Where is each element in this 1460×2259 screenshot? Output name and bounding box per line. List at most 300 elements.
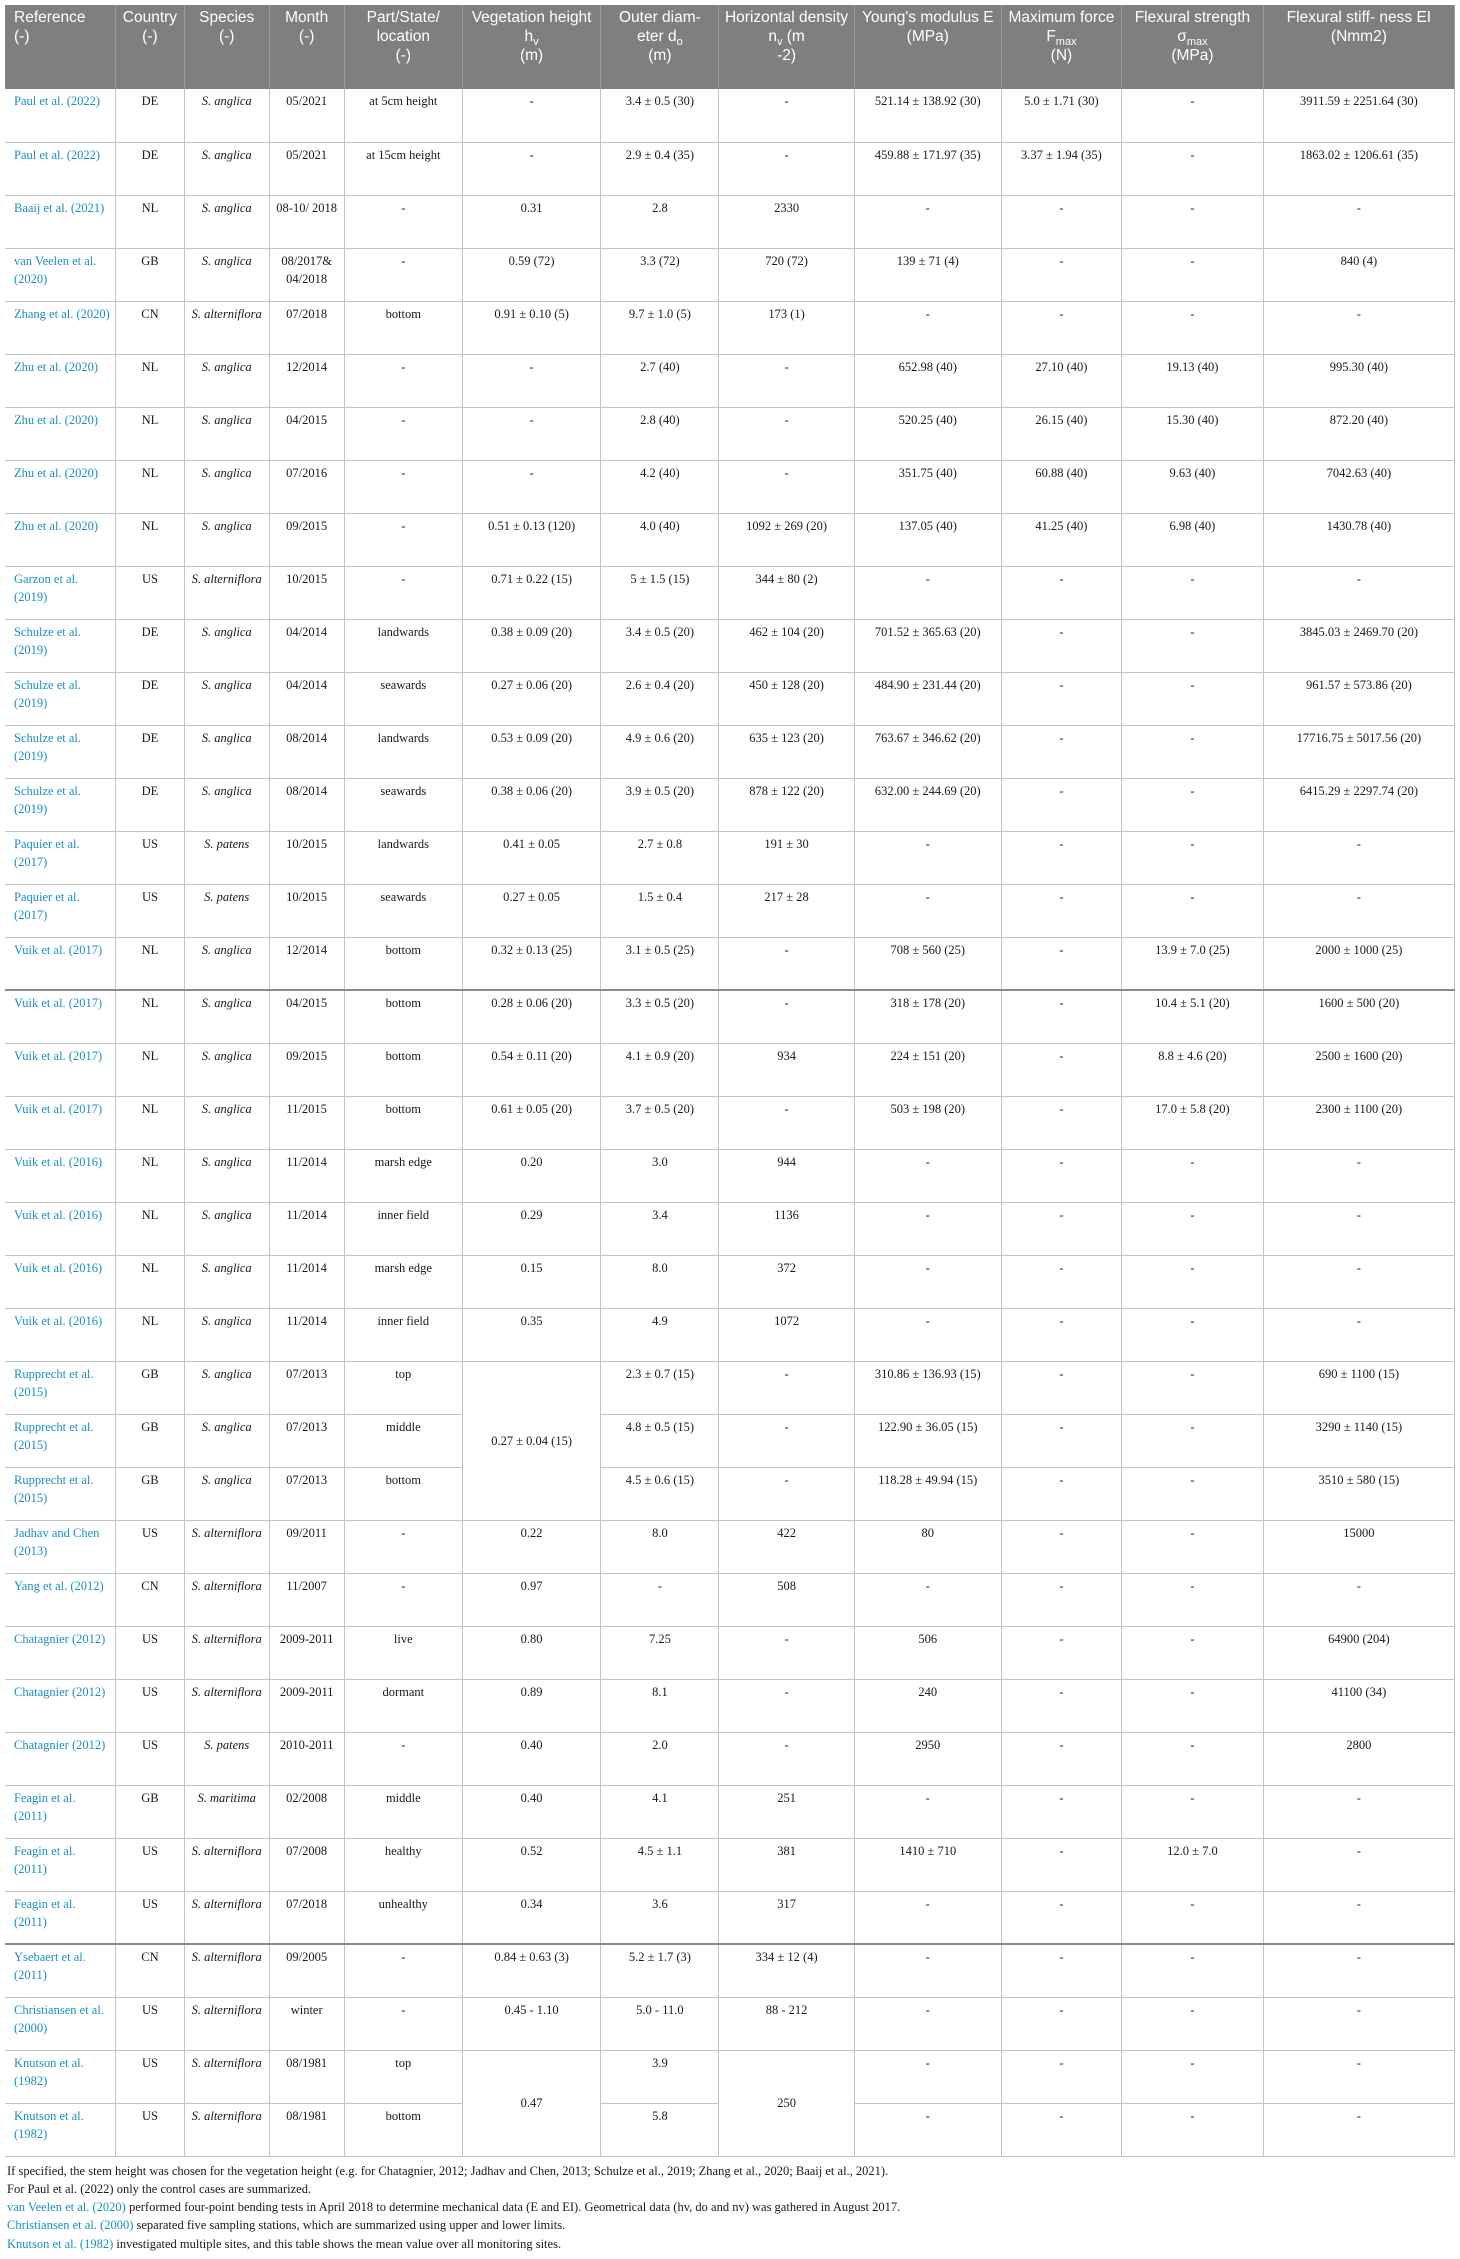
table-cell: - xyxy=(854,301,1001,354)
table-cell: - xyxy=(1001,301,1121,354)
table-cell: DE xyxy=(116,619,185,672)
table-cell: S. alterniflora xyxy=(184,2050,269,2103)
table-cell: NL xyxy=(116,513,185,566)
table-cell: 09/2015 xyxy=(269,1043,344,1096)
table-cell: 2009-2011 xyxy=(269,1626,344,1679)
reference-link[interactable]: Vuik et al. (2017) xyxy=(5,1043,116,1096)
table-cell: - xyxy=(854,1573,1001,1626)
table-cell: 60.88 (40) xyxy=(1001,460,1121,513)
column-header-label: Reference xyxy=(14,9,86,26)
table-cell: 5.0 - 11.0 xyxy=(601,1997,719,2050)
column-header-unit: (N) xyxy=(1050,47,1073,64)
table-cell: - xyxy=(1263,831,1454,884)
table-cell: US xyxy=(116,566,185,619)
table-cell: 2800 xyxy=(1263,1732,1454,1785)
table-cell: S. anglica xyxy=(184,1414,269,1467)
table-cell: 934 xyxy=(719,1043,854,1096)
table-cell: 41.25 (40) xyxy=(1001,513,1121,566)
table-cell: 1410 ± 710 xyxy=(854,1838,1001,1891)
footnote-reference-link[interactable]: van Veelen et al. (2020) xyxy=(7,2200,126,2215)
reference-link[interactable]: Schulze et al. (2019) xyxy=(5,778,116,831)
table-cell: - xyxy=(1001,1414,1121,1467)
table-cell: 4.9 xyxy=(601,1308,719,1361)
table-row xyxy=(5,831,1455,884)
table-cell: - xyxy=(1263,1997,1454,2050)
table-cell: 07/2013 xyxy=(269,1361,344,1414)
reference-link[interactable]: Zhu et al. (2020) xyxy=(5,407,116,460)
table-cell: 17.0 ± 5.8 (20) xyxy=(1122,1096,1264,1149)
table-cell: - xyxy=(1122,778,1264,831)
table-cell: 1072 xyxy=(719,1308,854,1361)
column-header-subscript: max xyxy=(1055,36,1077,49)
table-cell: 11/2015 xyxy=(269,1096,344,1149)
column-header-unit: -2) xyxy=(777,47,797,64)
table-cell: 2.7 ± 0.8 xyxy=(601,831,719,884)
table-cell: - xyxy=(854,2103,1001,2156)
table-cell: US xyxy=(116,1891,185,1944)
reference-link[interactable]: Jadhav and Chen (2013) xyxy=(5,1520,116,1573)
reference-link[interactable]: Chatagnier (2012) xyxy=(5,1679,116,1732)
table-row xyxy=(5,1732,1455,1785)
table-cell: - xyxy=(1263,566,1454,619)
table-cell: GB xyxy=(116,1361,185,1414)
table-cell: 5.0 ± 1.71 (30) xyxy=(1001,89,1121,142)
table-cell: 4.5 ± 1.1 xyxy=(601,1838,719,1891)
reference-link[interactable]: Vuik et al. (2016) xyxy=(5,1255,116,1308)
reference-link[interactable]: Feagin et al. (2011) xyxy=(5,1838,116,1891)
table-cell: 10/2015 xyxy=(269,831,344,884)
column-header-unit: (-) xyxy=(218,28,235,45)
footnote-text: performed four-point bending tests in April 2018 to determine mechanical data (E and EI). Geometrical data (hv, do and nv) was gathered in August 2017. xyxy=(125,2200,901,2215)
reference-link[interactable]: Vuik et al. (2016) xyxy=(5,1308,116,1361)
table-cell: - xyxy=(344,248,462,301)
table-cell: - xyxy=(719,1361,854,1414)
table-cell: GB xyxy=(116,1785,185,1838)
table-cell: - xyxy=(854,884,1001,937)
column-header xyxy=(1122,5,1264,89)
table-cell: 4.2 (40) xyxy=(601,460,719,513)
table-cell: at 5cm height xyxy=(344,89,462,142)
table-cell: - xyxy=(854,1785,1001,1838)
table-cell: 217 ± 28 xyxy=(719,884,854,937)
table-cell: 4.1 xyxy=(601,1785,719,1838)
table-cell: - xyxy=(1001,672,1121,725)
table-cell: 0.51 ± 0.13 (120) xyxy=(462,513,601,566)
table-cell: 0.80 xyxy=(462,1626,601,1679)
column-header-unit: (MPa) xyxy=(906,28,949,45)
table-cell: 3510 ± 580 (15) xyxy=(1263,1467,1454,1520)
table-cell: 318 ± 178 (20) xyxy=(854,990,1001,1043)
table-cell: - xyxy=(1001,1573,1121,1626)
column-header-subscript: max xyxy=(1186,36,1208,49)
column-header-unit: (-) xyxy=(298,28,315,45)
table-cell: 41100 (34) xyxy=(1263,1679,1454,1732)
table-cell: S. alterniflora xyxy=(184,2103,269,2156)
table-cell: 09/2015 xyxy=(269,513,344,566)
table-cell: - xyxy=(1263,2103,1454,2156)
table-cell: 19.13 (40) xyxy=(1122,354,1264,407)
table-row xyxy=(5,1891,1455,1944)
table-cell: 3.3 ± 0.5 (20) xyxy=(601,990,719,1043)
table-cell: 118.28 ± 49.94 (15) xyxy=(854,1467,1001,1520)
table-cell: - xyxy=(854,566,1001,619)
table-cell: S. anglica xyxy=(184,990,269,1043)
table-row xyxy=(5,619,1455,672)
table-cell: 0.47 xyxy=(462,2050,601,2156)
reference-link[interactable]: Paul et al. (2022) xyxy=(5,142,116,195)
table-cell: 3.4 xyxy=(601,1202,719,1255)
table-cell: 08/1981 xyxy=(269,2050,344,2103)
table-cell: - xyxy=(1001,2103,1121,2156)
reference-link[interactable]: Paul et al. (2022) xyxy=(5,89,116,142)
reference-link[interactable]: Feagin et al. (2011) xyxy=(5,1785,116,1838)
table-cell: 632.00 ± 244.69 (20) xyxy=(854,778,1001,831)
table-cell: 521.14 ± 138.92 (30) xyxy=(854,89,1001,142)
reference-link[interactable]: Chatagnier (2012) xyxy=(5,1732,116,1785)
table-cell: 944 xyxy=(719,1149,854,1202)
table-cell: - xyxy=(1263,884,1454,937)
table-row xyxy=(5,1096,1455,1149)
header-row xyxy=(5,5,1455,89)
table-cell: 05/2021 xyxy=(269,89,344,142)
table-cell: 11/2014 xyxy=(269,1149,344,1202)
table-cell: 652.98 (40) xyxy=(854,354,1001,407)
table-cell: DE xyxy=(116,89,185,142)
table-cell: - xyxy=(344,1520,462,1573)
table-cell: bottom xyxy=(344,937,462,990)
table-cell: bottom xyxy=(344,1096,462,1149)
table-cell: DE xyxy=(116,142,185,195)
table-cell: - xyxy=(1001,1361,1121,1414)
table-cell: 2.0 xyxy=(601,1732,719,1785)
table-cell: landwards xyxy=(344,619,462,672)
table-cell: top xyxy=(344,1361,462,1414)
column-header-unit-prefix: (m xyxy=(782,28,805,45)
table-cell: 12.0 ± 7.0 xyxy=(1122,1838,1264,1891)
table-cell: S. alterniflora xyxy=(184,1573,269,1626)
table-cell: 12/2014 xyxy=(269,937,344,990)
reference-link[interactable]: Rupprecht et al. (2015) xyxy=(5,1467,116,1520)
reference-link[interactable]: Vuik et al. (2017) xyxy=(5,1096,116,1149)
reference-link[interactable]: Zhu et al. (2020) xyxy=(5,460,116,513)
table-cell: 344 ± 80 (2) xyxy=(719,566,854,619)
table-cell: US xyxy=(116,1838,185,1891)
column-header-label: Horizontal density n xyxy=(724,9,849,45)
table-cell: GB xyxy=(116,1414,185,1467)
table-row xyxy=(5,142,1455,195)
table-cell: - xyxy=(462,142,601,195)
table-cell: S. anglica xyxy=(184,460,269,513)
reference-link[interactable]: Christiansen et al. (2000) xyxy=(5,1997,116,2050)
table-cell: - xyxy=(1001,1043,1121,1096)
table-cell: 310.86 ± 136.93 (15) xyxy=(854,1361,1001,1414)
table-cell: 2009-2011 xyxy=(269,1679,344,1732)
table-cell: 0.29 xyxy=(462,1202,601,1255)
table-cell: - xyxy=(1122,1944,1264,1997)
table-cell: 0.27 ± 0.04 (15) xyxy=(462,1361,601,1520)
table-cell: 04/2014 xyxy=(269,619,344,672)
column-header-label: Maximum force F xyxy=(1008,9,1115,45)
footnote-reference-link[interactable]: Christiansen et al. (2000) xyxy=(7,2218,134,2233)
table-cell: 8.1 xyxy=(601,1679,719,1732)
table-cell: 2.8 (40) xyxy=(601,407,719,460)
column-header-label: Young's modulus E xyxy=(861,9,994,26)
table-cell: 11/2014 xyxy=(269,1255,344,1308)
table-cell: 3.6 xyxy=(601,1891,719,1944)
table-cell: 11/2014 xyxy=(269,1202,344,1255)
table-cell: - xyxy=(1001,1785,1121,1838)
reference-link[interactable]: Zhu et al. (2020) xyxy=(5,354,116,407)
table-cell: S. anglica xyxy=(184,354,269,407)
table-cell: 137.05 (40) xyxy=(854,513,1001,566)
table-cell: 317 xyxy=(719,1891,854,1944)
table-cell: NL xyxy=(116,937,185,990)
reference-link[interactable]: Zhu et al. (2020) xyxy=(5,513,116,566)
table-cell: 2.3 ± 0.7 (15) xyxy=(601,1361,719,1414)
reference-link[interactable]: Zhang et al. (2020) xyxy=(5,301,116,354)
table-cell: 122.90 ± 36.05 (15) xyxy=(854,1414,1001,1467)
table-cell: landwards xyxy=(344,831,462,884)
column-header xyxy=(5,5,116,89)
footnote-text: investigated multiple sites, and this table shows the mean value over all monitoring sites. xyxy=(113,2236,562,2251)
table-cell: 8.8 ± 4.6 (20) xyxy=(1122,1043,1264,1096)
reference-link[interactable]: Yang et al. (2012) xyxy=(5,1573,116,1626)
table-cell: - xyxy=(1001,937,1121,990)
table-cell: - xyxy=(344,566,462,619)
column-header xyxy=(601,5,719,89)
reference-link[interactable]: Chatagnier (2012) xyxy=(5,1626,116,1679)
table-row xyxy=(5,301,1455,354)
table-row xyxy=(5,195,1455,248)
table-cell: NL xyxy=(116,1043,185,1096)
table-footnotes xyxy=(5,2162,1455,2253)
table-cell: - xyxy=(1001,1149,1121,1202)
table-cell: - xyxy=(1122,1679,1264,1732)
reference-link[interactable]: Schulze et al. (2019) xyxy=(5,619,116,672)
table-cell: - xyxy=(719,1626,854,1679)
table-cell: - xyxy=(1122,195,1264,248)
reference-link[interactable]: Vuik et al. (2017) xyxy=(5,990,116,1043)
reference-link[interactable]: Schulze et al. (2019) xyxy=(5,725,116,778)
table-cell: - xyxy=(1122,1520,1264,1573)
table-cell: DE xyxy=(116,778,185,831)
table-cell: 3.4 ± 0.5 (20) xyxy=(601,619,719,672)
table-cell: bottom xyxy=(344,1043,462,1096)
table-cell: - xyxy=(1122,884,1264,937)
table-row xyxy=(5,354,1455,407)
reference-link[interactable]: Paquier et al. (2017) xyxy=(5,831,116,884)
table-cell: 5.8 xyxy=(601,2103,719,2156)
table-cell: - xyxy=(1122,1361,1264,1414)
table-cell: 381 xyxy=(719,1838,854,1891)
reference-link[interactable]: Knutson et al. (1982) xyxy=(5,2103,116,2156)
table-row xyxy=(5,89,1455,142)
table-cell: 8.0 xyxy=(601,1255,719,1308)
column-header-label: Outer diam- eter d xyxy=(618,9,701,45)
column-header-unit: (m) xyxy=(519,47,544,64)
table-cell: - xyxy=(1001,831,1121,884)
table-cell: 10.4 ± 5.1 (20) xyxy=(1122,990,1264,1043)
table-cell: 191 ± 30 xyxy=(719,831,854,884)
reference-link[interactable]: Schulze et al. (2019) xyxy=(5,672,116,725)
table-cell: 0.89 xyxy=(462,1679,601,1732)
column-header xyxy=(854,5,1001,89)
column-header-label: Vegetation height h xyxy=(471,9,592,45)
table-cell: 88 - 212 xyxy=(719,1997,854,2050)
table-row xyxy=(5,937,1455,990)
document xyxy=(5,5,1455,2253)
table-cell: - xyxy=(1122,1414,1264,1467)
table-cell: - xyxy=(1263,1785,1454,1838)
table-cell: - xyxy=(1122,2050,1264,2103)
table-row xyxy=(5,1043,1455,1096)
table-cell: 520.25 (40) xyxy=(854,407,1001,460)
table-cell: 11/2007 xyxy=(269,1573,344,1626)
reference-link[interactable]: Vuik et al. (2016) xyxy=(5,1202,116,1255)
table-cell: NL xyxy=(116,1308,185,1361)
table-cell: S. anglica xyxy=(184,1202,269,1255)
table-cell: 484.90 ± 231.44 (20) xyxy=(854,672,1001,725)
reference-link[interactable]: Feagin et al. (2011) xyxy=(5,1891,116,1944)
table-cell: 6415.29 ± 2297.74 (20) xyxy=(1263,778,1454,831)
table-cell: - xyxy=(854,195,1001,248)
table-cell: 07/2016 xyxy=(269,460,344,513)
table-cell: 15.30 (40) xyxy=(1122,407,1264,460)
table-cell: live xyxy=(344,1626,462,1679)
table-cell: - xyxy=(719,1679,854,1732)
table-cell: - xyxy=(719,1732,854,1785)
table-cell: landwards xyxy=(344,725,462,778)
table-cell: - xyxy=(1263,1944,1454,1997)
table-cell: 2.6 ± 0.4 (20) xyxy=(601,672,719,725)
footnote-reference-link[interactable]: Knutson et al. (1982) xyxy=(7,2236,114,2251)
table-cell: NL xyxy=(116,407,185,460)
table-cell: 0.40 xyxy=(462,1732,601,1785)
table-cell: - xyxy=(854,1944,1001,1997)
table-cell: S. anglica xyxy=(184,1361,269,1414)
reference-link[interactable]: Ysebaert et al. (2011) xyxy=(5,1944,116,1997)
table-cell: - xyxy=(1122,1255,1264,1308)
table-cell: - xyxy=(1001,248,1121,301)
table-cell: 07/2013 xyxy=(269,1414,344,1467)
column-header xyxy=(184,5,269,89)
table-cell: S. alterniflora xyxy=(184,1997,269,2050)
table-cell: 372 xyxy=(719,1255,854,1308)
table-cell: 0.71 ± 0.22 (15) xyxy=(462,566,601,619)
table-row xyxy=(5,1361,1455,1414)
table-cell: - xyxy=(1001,1838,1121,1891)
table-cell: - xyxy=(1122,566,1264,619)
table-cell: 240 xyxy=(854,1679,1001,1732)
table-cell: NL xyxy=(116,990,185,1043)
table-cell: - xyxy=(462,407,601,460)
table-cell: S. anglica xyxy=(184,248,269,301)
table-cell: 08/2014 xyxy=(269,778,344,831)
table-cell: - xyxy=(1122,1997,1264,2050)
table-cell: NL xyxy=(116,1255,185,1308)
reference-link[interactable]: Rupprecht et al. (2015) xyxy=(5,1361,116,1414)
table-cell: - xyxy=(1001,1520,1121,1573)
table-cell: - xyxy=(1122,89,1264,142)
table-cell: - xyxy=(719,937,854,990)
table-cell: 13.9 ± 7.0 (25) xyxy=(1122,937,1264,990)
footnote xyxy=(7,2235,1455,2253)
reference-link[interactable]: Rupprecht et al. (2015) xyxy=(5,1414,116,1467)
table-cell: bottom xyxy=(344,301,462,354)
table-cell: 0.28 ± 0.06 (20) xyxy=(462,990,601,1043)
table-row xyxy=(5,1573,1455,1626)
table-cell: bottom xyxy=(344,990,462,1043)
table-cell: S. anglica xyxy=(184,1043,269,1096)
table-cell: at 15cm height xyxy=(344,142,462,195)
table-cell: 0.27 ± 0.06 (20) xyxy=(462,672,601,725)
column-header xyxy=(1263,5,1454,89)
table-cell: 635 ± 123 (20) xyxy=(719,725,854,778)
table-row xyxy=(5,1149,1455,1202)
table-cell: - xyxy=(1001,2050,1121,2103)
table-cell: - xyxy=(1001,1467,1121,1520)
table-cell: bottom xyxy=(344,2103,462,2156)
table-cell: 508 xyxy=(719,1573,854,1626)
table-cell: 07/2018 xyxy=(269,301,344,354)
table-cell: 5.2 ± 1.7 (3) xyxy=(601,1944,719,1997)
table-cell: 3.9 ± 0.5 (20) xyxy=(601,778,719,831)
table-cell: NL xyxy=(116,354,185,407)
reference-link[interactable]: Vuik et al. (2016) xyxy=(5,1149,116,1202)
table-cell: 0.32 ± 0.13 (25) xyxy=(462,937,601,990)
reference-link[interactable]: Knutson et al. (1982) xyxy=(5,2050,116,2103)
reference-link[interactable]: Baaij et al. (2021) xyxy=(5,195,116,248)
table-cell: S. anglica xyxy=(184,1467,269,1520)
table-cell: 2330 xyxy=(719,195,854,248)
table-row xyxy=(5,884,1455,937)
table-cell: 0.61 ± 0.05 (20) xyxy=(462,1096,601,1149)
table-cell: inner field xyxy=(344,1308,462,1361)
table-cell: 459.88 ± 171.97 (35) xyxy=(854,142,1001,195)
table-cell: S. alterniflora xyxy=(184,1944,269,1997)
table-cell: - xyxy=(1122,301,1264,354)
reference-link[interactable]: Garzon et al. (2019) xyxy=(5,566,116,619)
table-cell: - xyxy=(1001,1255,1121,1308)
table-cell: 11/2014 xyxy=(269,1308,344,1361)
reference-link[interactable]: Vuik et al. (2017) xyxy=(5,937,116,990)
table-cell: - xyxy=(1001,725,1121,778)
table-cell: - xyxy=(1263,1255,1454,1308)
table-cell: dormant xyxy=(344,1679,462,1732)
table-cell: 4.1 ± 0.9 (20) xyxy=(601,1043,719,1096)
table-cell: 3.3 (72) xyxy=(601,248,719,301)
table-cell: 961.57 ± 573.86 (20) xyxy=(1263,672,1454,725)
table-cell: NL xyxy=(116,1096,185,1149)
table-cell: US xyxy=(116,2050,185,2103)
table-cell: 0.41 ± 0.05 xyxy=(462,831,601,884)
table-cell: 09/2011 xyxy=(269,1520,344,1573)
table-cell: 07/2013 xyxy=(269,1467,344,1520)
table-cell: 80 xyxy=(854,1520,1001,1573)
table-cell: - xyxy=(854,1202,1001,1255)
table-cell: S. alterniflora xyxy=(184,301,269,354)
reference-link[interactable]: Paquier et al. (2017) xyxy=(5,884,116,937)
table-cell: 05/2021 xyxy=(269,142,344,195)
table-cell: 0.31 xyxy=(462,195,601,248)
table-cell: 64900 (204) xyxy=(1263,1626,1454,1679)
table-cell: 763.67 ± 346.62 (20) xyxy=(854,725,1001,778)
table-row xyxy=(5,460,1455,513)
reference-link[interactable]: van Veelen et al. (2020) xyxy=(5,248,116,301)
table-cell: 995.30 (40) xyxy=(1263,354,1454,407)
table-cell: 0.38 ± 0.09 (20) xyxy=(462,619,601,672)
table-cell: 2.7 (40) xyxy=(601,354,719,407)
